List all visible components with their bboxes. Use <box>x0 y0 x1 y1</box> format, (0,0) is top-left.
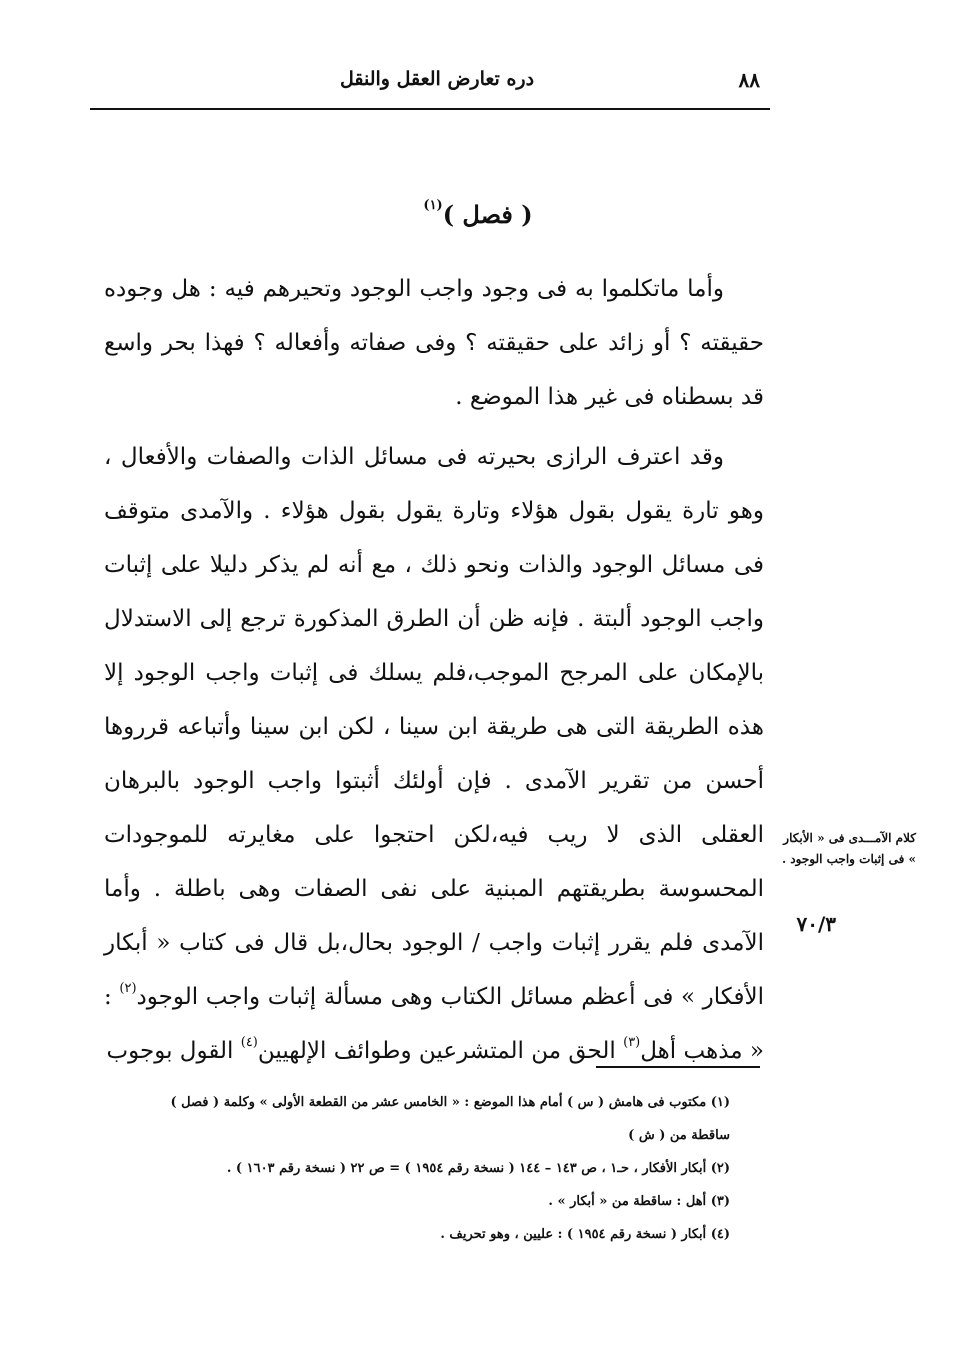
page-number: ٨٨ <box>738 68 760 92</box>
footnote-4: (٤) أبكار ( نسخة رقم ١٩٥٤ ) : عليين ، وهو تحريف . <box>440 1227 730 1242</box>
footnote-ref-3: (٣) <box>623 1035 641 1050</box>
footnote-2: (٢) أبكار الأفكار ، حـ١ ، ص ١٤٣ – ١٤٤ ( نسخة رقم ١٩٥٤ ) = ص ٢٢ ( نسخة رقم ١٦٠٣ ) . <box>226 1161 730 1176</box>
footnote-3: (٣) أهل : ساقطة من « أبكار » . <box>548 1194 730 1209</box>
section-heading-text: ( فصل ) <box>442 200 533 229</box>
footnote-ref-4: (٤) <box>240 1035 258 1050</box>
footnote-1: (١) مكتوب فى هامش ( س ) أمام هذا الموضع : « الخامس عشر من القطعة الأولى » وكلمة ( فصل ) <box>170 1095 730 1110</box>
paragraph-2-part-c: الحق من المتشرعين وطوائف الإلهيين <box>257 1038 624 1064</box>
page-header <box>90 62 770 106</box>
footnote-ref-2: (٢) <box>119 981 137 996</box>
margin-volume-ref: ٧٠/٣ <box>796 912 836 936</box>
margin-note: كلام الآمـــدى فى « الأبكار » فى إثبات واجب الوجود . <box>781 831 916 866</box>
paragraph-2-part-a: وقد اعترف الرازى بحيرته فى مسائل الذات والصفات والأفعال ، وهو تارة يقول بقول هؤلاء وتارة يقول بقول هؤلاء . والآمدى متوقف فى مسائل الوجود والذات ونحو ذلك ، مع أنه لم يذكر دليلا على إثبات واجب الوجود ألبتة . فإنه ظن أن الطرق المذكورة ترجع إلى الاستدلال بالإمكان على المرجح الموجب،فلم يسلك فى إثبات واجب الوجود إلا هذه الطريقة التى هى طريقة ابن سينا ، لكن ابن سينا وأتباعه قرروها أحسن من تقرير الآمدى . فإن أولئك أثبتوا واجب الوجود بالبرهان العقلى الذى لا ريب فيه،لكن احتجوا على مغايرته للموجودات المحسوسة بطريقتهم المبنية على نفى الصفات وهى باطلة . وأما الآمدى فلم يقرر إثبات واجب / الوجود بحال،بل قال فى كتاب « أبكار الأفكار » فى أعظم مسائل الكتاب وهى مسألة إثبات واجب الوجود <box>104 444 764 1010</box>
running-title: دره تعارض العقل والنقل <box>340 68 535 90</box>
section-heading <box>0 198 956 229</box>
footnote-rule <box>596 1066 760 1068</box>
footnotes <box>96 1086 730 1251</box>
main-text <box>104 262 764 1078</box>
footnote-1-continued: ساقطة من ( ش ) <box>628 1128 730 1143</box>
section-heading-note: (١) <box>423 198 443 213</box>
paragraph-2 <box>104 430 764 1078</box>
paragraph-2-part-d: القول بوجوب <box>106 1038 241 1064</box>
paragraph-2-part-b: : « مذهب أهل <box>104 984 764 1064</box>
paragraph-1: وأما ماتكلموا به فى وجود واجب الوجود وتحيرهم فيه : هل وجوده حقيقته ؟ أو زائد على حقيقته ؟ وفى صفاته وأفعاله ؟ فهذا بحر واسع قد بسطناه فى غير هذا الموضع . <box>104 276 764 410</box>
header-rule <box>90 108 770 110</box>
